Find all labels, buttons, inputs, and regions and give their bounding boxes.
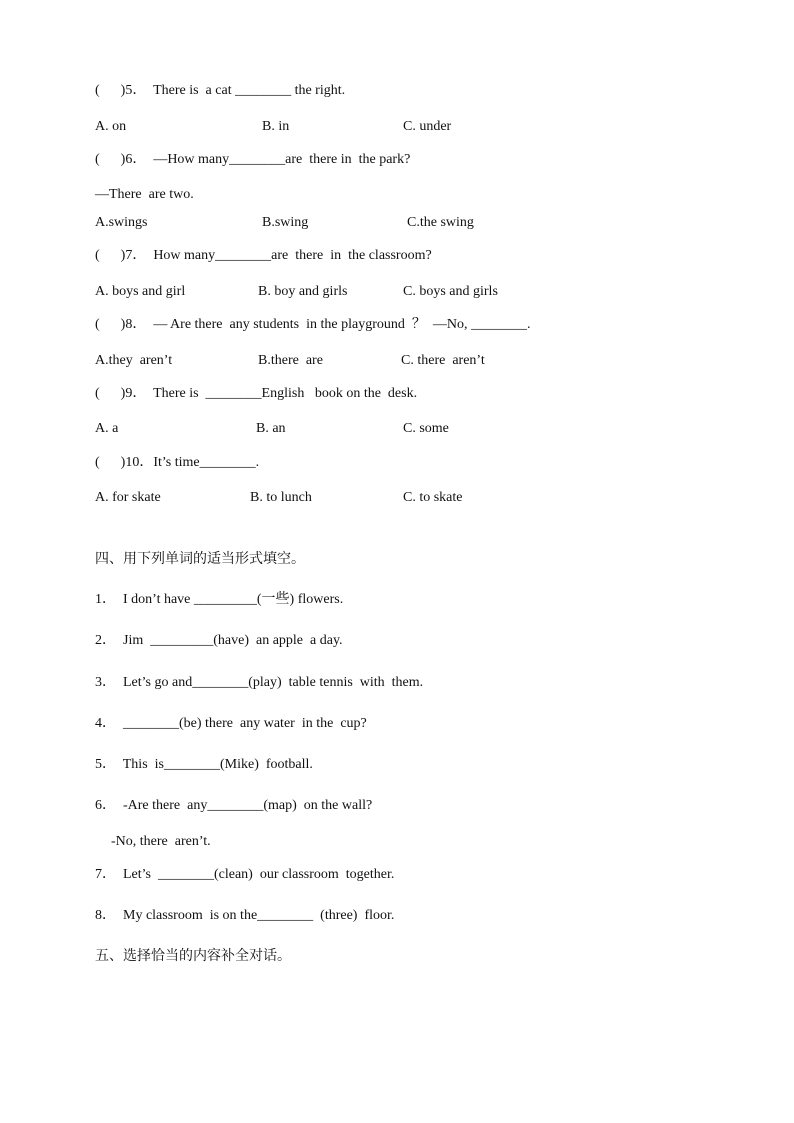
fill-item-3: 3． Let’s go and________(play) table tennis with them.: [95, 675, 424, 690]
question-7-option-c: C. boys and girls: [403, 284, 498, 299]
question-8-option-b: B.there are: [258, 353, 323, 368]
question-10-option-a: A. for skate: [95, 490, 161, 505]
question-5-option-c: C. under: [403, 119, 452, 134]
question-5: ( )5． There is a cat ________ the right.: [95, 83, 346, 98]
question-7-option-a: A. boys and girl: [95, 284, 186, 299]
question-8: ( )8． — Are there any students in the playground ？ —No, ________.: [95, 317, 531, 332]
question-5-option-a: A. on: [95, 119, 127, 134]
question-9-option-a: A. a: [95, 421, 119, 436]
question-10: ( )10．It’s time________.: [95, 455, 260, 470]
question-9: ( )9． There is ________English book on the desk.: [95, 386, 418, 401]
question-7-option-b: B. boy and girls: [258, 284, 348, 299]
question-10-option-c: C. to skate: [403, 490, 463, 505]
fill-item-2: 2． Jim _________(have) an apple a day.: [95, 633, 343, 648]
question-10-option-b: B. to lunch: [250, 490, 312, 505]
section-5-heading: 五、选择恰当的内容补全对话。: [95, 948, 291, 964]
fill-item-5: 5． This is________(Mike) football.: [95, 757, 313, 772]
question-6: ( )6． —How many________are there in the park?: [95, 152, 411, 167]
question-6-option-b: B.swing: [262, 215, 309, 230]
question-9-option-b: B. an: [256, 421, 286, 436]
question-6-followup: —There are two.: [95, 187, 194, 202]
question-6-option-a: A.swings: [95, 215, 148, 230]
question-8-option-c: C. there aren’t: [401, 353, 485, 368]
fill-item-6: 6． -Are there any________(map) on the wall?: [95, 798, 373, 813]
fill-item-4: 4． ________(be) there any water in the cup?: [95, 716, 367, 731]
fill-item-6-answer: -No, there aren’t.: [111, 834, 211, 849]
section-4-heading: 四、用下列单词的适当形式填空。: [95, 551, 305, 567]
question-6-option-c: C.the swing: [407, 215, 474, 230]
question-7: ( )7． How many________are there in the classroom?: [95, 248, 432, 263]
question-8-option-a: A.they aren’t: [95, 353, 173, 368]
question-5-option-b: B. in: [262, 119, 290, 134]
fill-item-8: 8． My classroom is on the________ (three) floor.: [95, 908, 395, 923]
question-9-option-c: C. some: [403, 421, 449, 436]
fill-item-7: 7． Let’s ________(clean) our classroom together.: [95, 867, 395, 882]
fill-item-1: 1． I don’t have _________(一些) flowers.: [95, 592, 344, 607]
